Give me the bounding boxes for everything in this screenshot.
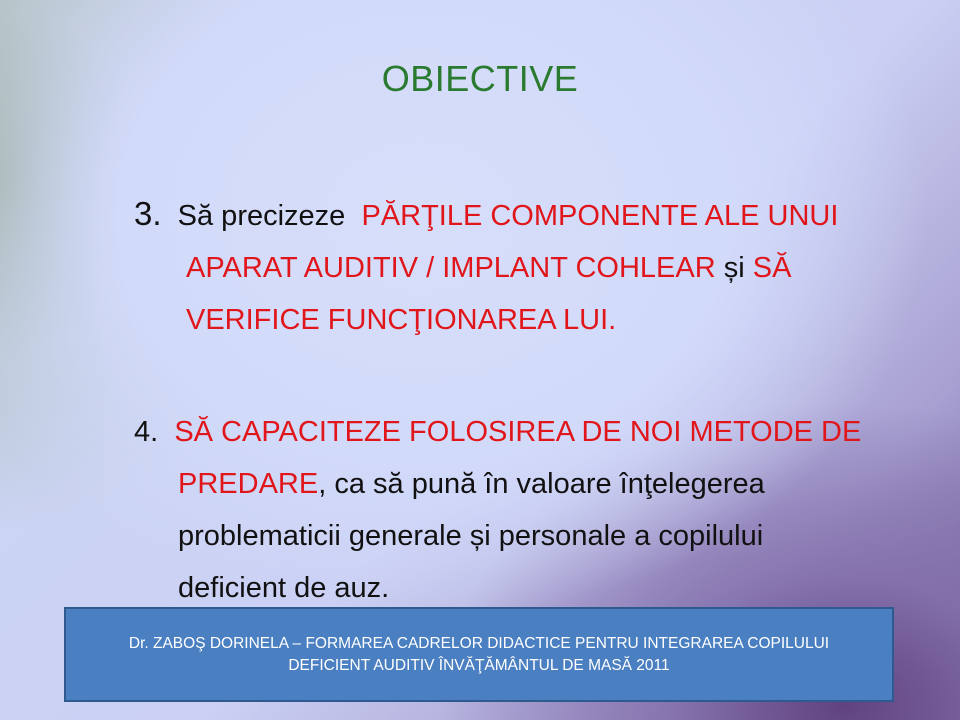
objective-4-text-1: , ca să pună în valoare înţelegerea [318,468,765,500]
objective-3-emphasis-1: PĂRŢILE COMPONENTE ALE UNUI [361,200,839,232]
objective-4-text-3: deficient de auz. [178,572,390,604]
objective-3-emphasis-4: VERIFICE FUNCŢIONAREA LUI. [186,304,617,336]
objective-3-conjunction: și [723,252,745,284]
footer-line-2: DEFICIENT AUDITIV ÎNVĂŢĂMÂNTUL DE MASĂ 2011 [288,656,670,674]
slide-title: OBIECTIVE [381,58,579,99]
objective-3 [134,188,914,346]
objective-3-emphasis-2: APARAT AUDITIV / IMPLANT COHLEAR [186,252,716,284]
objective-4-line-1 [134,406,924,458]
objective-4-emphasis-2: PREDARE [178,468,319,500]
footer-line-1: Dr. ZABOŞ DORINELA – FORMAREA CADRELOR DIDACTICE PENTRU INTEGRAREA COPILULUI [128,634,830,652]
objective-3-line-3 [134,294,914,346]
objective-3-line-2 [134,242,914,294]
objective-3-line-1 [134,188,914,242]
objective-4 [134,406,924,614]
objective-4-line-3 [134,510,924,562]
objective-3-emphasis-3: SĂ [752,252,792,284]
objective-4-text-2: problematicii generale și personale a copilului [178,520,764,552]
objective-3-verb: Să precizeze [177,200,346,232]
objective-4-line-2 [134,458,924,510]
objective-4-number: 4. [134,416,159,448]
objective-3-number: 3. [134,195,162,232]
objective-4-emphasis-1: SĂ CAPACITEZE FOLOSIREA DE NOI METODE DE [174,416,862,448]
footer-banner [64,607,894,702]
